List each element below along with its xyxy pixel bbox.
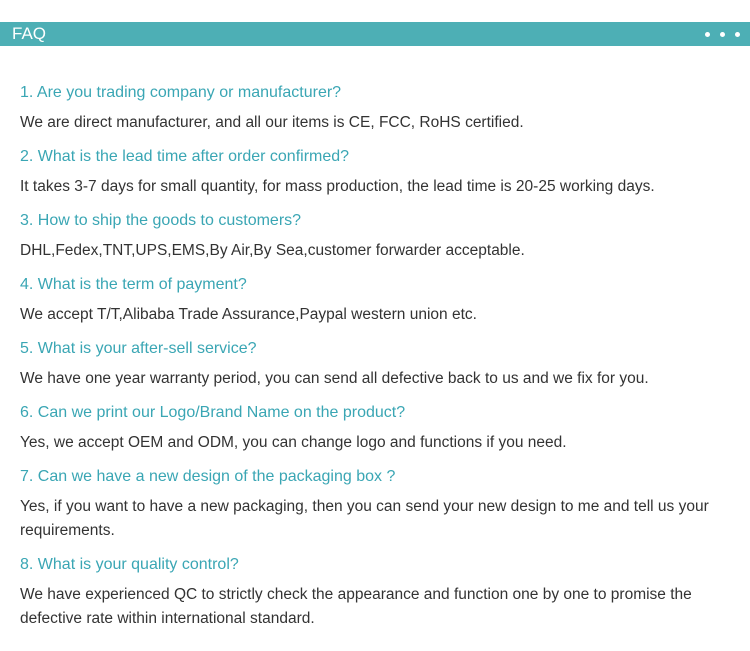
faq-question: 7. Can we have a new design of the packaging box ?: [20, 468, 396, 485]
faq-answer: It takes 3-7 days for small quantity, for mass production, the lead time is 20-25 working days.: [20, 178, 655, 195]
faq-question: 6. Can we print our Logo/Brand Name on the product?: [20, 404, 406, 421]
faq-question: 1. Are you trading company or manufacturer?: [20, 84, 342, 101]
header-title: FAQ: [12, 24, 47, 43]
faq-question: 5. What is your after-sell service?: [20, 340, 257, 357]
faq-question: 4. What is the term of payment?: [20, 276, 247, 293]
faq-question: 2. What is the lead time after order confirmed?: [20, 148, 350, 165]
faq-item: [20, 400, 738, 455]
faq-answer: We have experienced QC to strictly check the appearance and function one by one to promise the defective rate within international standard.: [20, 586, 692, 627]
faq-item: [20, 80, 738, 135]
dot-icon: [720, 32, 725, 37]
faq-item: [20, 336, 738, 391]
faq-item: [20, 464, 738, 543]
faq-list: [20, 80, 738, 640]
dot-icon: [735, 32, 740, 37]
faq-answer: Yes, if you want to have a new packaging, then you can send your new design to me and tell us your requirements.: [20, 498, 709, 539]
ellipsis-dots-icon: [705, 22, 740, 46]
dot-icon: [705, 32, 710, 37]
faq-item: [20, 208, 738, 263]
faq-question: 3. How to ship the goods to customers?: [20, 212, 302, 229]
faq-item: [20, 272, 738, 327]
faq-answer: We have one year warranty period, you can send all defective back to us and we fix for you.: [20, 370, 649, 387]
faq-item: [20, 552, 738, 631]
faq-question: 8. What is your quality control?: [20, 556, 239, 573]
faq-answer: We are direct manufacturer, and all our items is CE, FCC, RoHS certified.: [20, 114, 524, 131]
faq-answer: We accept T/T,Alibaba Trade Assurance,Paypal western union etc.: [20, 306, 477, 323]
faq-header-bar: [0, 22, 750, 46]
faq-item: [20, 144, 738, 199]
faq-answer: DHL,Fedex,TNT,UPS,EMS,By Air,By Sea,customer forwarder acceptable.: [20, 242, 525, 259]
faq-answer: Yes, we accept OEM and ODM, you can change logo and functions if you need.: [20, 434, 567, 451]
